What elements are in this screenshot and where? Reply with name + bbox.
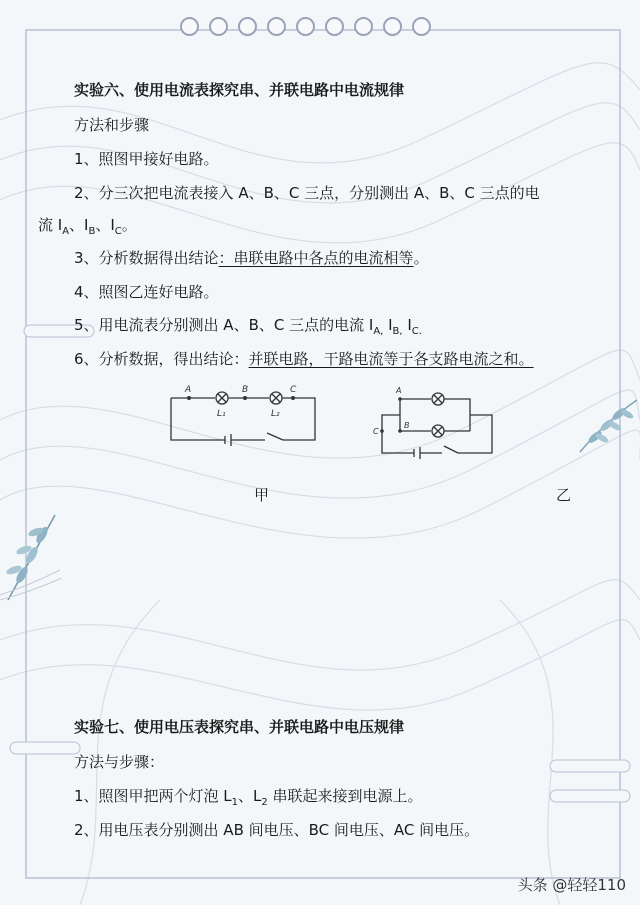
experiment-6-step-1: 1、照图甲接好电路。	[74, 150, 219, 168]
subscript: C	[114, 226, 122, 237]
text-fragment: 流 I	[38, 216, 63, 234]
experiment-7-step-1	[74, 786, 423, 813]
text-fragment: 3、分析数据得出结论	[74, 249, 219, 267]
circuit-label-b: B	[242, 385, 249, 395]
experiment-6-method-heading: 方法和步骤	[74, 116, 150, 134]
circuit-label-c: C	[290, 385, 297, 395]
subscript: 2	[261, 797, 268, 808]
text-fragment: 5、用电流表分别测出 A、B、C 三点的电流 I	[74, 316, 374, 334]
text-fragment: 串联起来接到电源上。	[267, 787, 423, 805]
experiment-7-method-heading: 方法与步骤：	[74, 753, 165, 771]
experiment-6-step-2-line2	[38, 215, 137, 242]
experiment-6-step-4: 4、照图乙连好电路。	[74, 283, 219, 301]
series-circuit-diagram	[165, 380, 325, 450]
figure-label-jia: 甲	[254, 486, 270, 504]
circuit-label-b: B	[404, 421, 410, 430]
subscript: B,	[392, 326, 403, 337]
circuit-label-l1: L₁	[217, 409, 226, 419]
circuit-label-a: A	[185, 385, 192, 395]
circuit-label-c: C	[373, 427, 379, 436]
subscript: A,	[373, 326, 384, 337]
text-fragment: 。	[121, 216, 137, 234]
text-fragment: 、L	[238, 787, 262, 805]
experiment-6-title: 实验六、使用电流表探究串、并联电路中电流规律	[74, 81, 405, 99]
parallel-circuit-diagram	[370, 383, 500, 463]
subscript: A	[62, 226, 70, 237]
experiment-6-step-5	[74, 315, 422, 342]
subscript: 1	[231, 797, 239, 808]
subscript: C.	[411, 326, 422, 337]
subscript: B	[88, 226, 96, 237]
experiment-6-step-3	[74, 248, 429, 268]
circuit-label-l2: L₂	[271, 409, 280, 419]
underlined-conclusion: 并联电路，干路电流等于各支路电流之和。	[248, 350, 534, 368]
figure-label-yi: 乙	[556, 486, 572, 504]
underlined-conclusion: ：串联电路中各点的电流相等	[218, 249, 414, 267]
text-fragment: I	[383, 316, 393, 334]
experiment-7-title: 实验七、使用电压表探究串、并联电路中电压规律	[74, 718, 405, 736]
experiment-7-step-2: 2、用电压表分别测出 AB 间电压、BC 间电压、AC 间电压。	[74, 821, 480, 839]
experiment-6-step-2-line1: 2、分三次把电流表接入 A、B、C 三点，分别测出 A、B、C 三点的电	[74, 184, 540, 202]
source-watermark: 头条 @轻轻110	[517, 876, 626, 894]
experiment-6-step-6	[74, 349, 534, 369]
text-fragment: 、I	[69, 216, 89, 234]
text-fragment: 。	[413, 249, 429, 267]
text-fragment: I	[402, 316, 412, 334]
circuit-label-a: A	[396, 386, 402, 395]
text-fragment: 6、分析数据，得出结论：	[74, 350, 249, 368]
text-fragment: 、I	[95, 216, 115, 234]
text-fragment: 1、照图甲把两个灯泡 L	[74, 787, 232, 805]
